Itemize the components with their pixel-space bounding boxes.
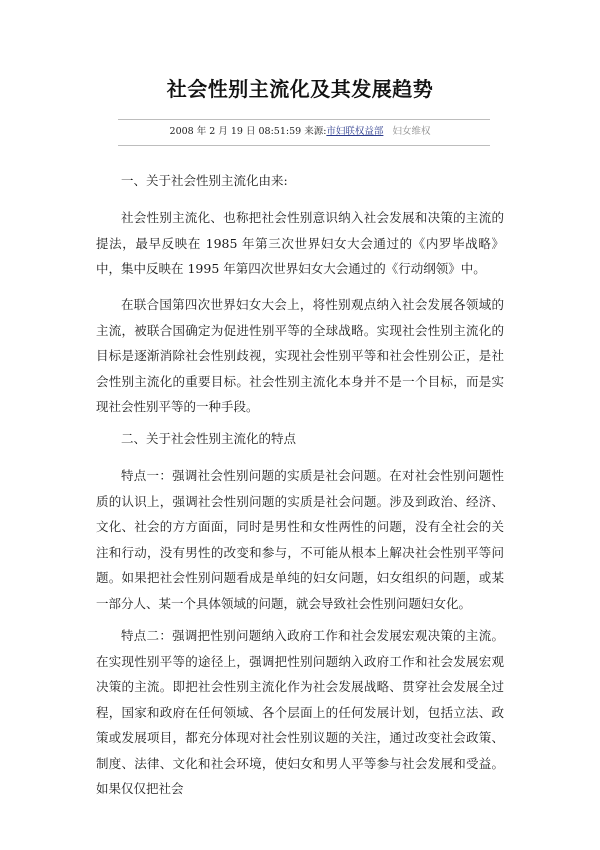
section-heading-features: 二、关于社会性别主流化的特点 — [121, 431, 297, 446]
section-heading-origin: 一、关于社会性别主流化由来: — [121, 173, 288, 188]
paragraph-origin-2: 在联合国第四次世界妇女大会上，将性别观点纳入社会发展各领域的主流，被联合国确定为促进性别平等的全球战略。实现社会性别主流化的目标是逐渐消除社会性别歧视，实现社会性别平等和社会性别公正，是社会性别主流化的重要目标。社会性别主流化本身并不是一个目标，而是实现社会性别平等的一种手段。 — [96, 297, 504, 414]
paragraph-feature-2: 特点二：强调把性别问题纳入政府工作和社会发展宏观决策的主流。在实现性别平等的途径上，强调把性别问题纳入政府工作和社会发展宏观决策的主流。即把社会性别主流化作为社会发展战略、贯穿社会发展全过程，国家和政府在任何领域、各个层面上的任何发展计划，包括立法、政策或发展项目，都充分体现对社会性别议题的关注，通过改变社会政策、制度、法律、文化和社会环境，使妇女和男人平等参与社会发展和受益。如果仅仅把社会 — [96, 628, 504, 796]
publish-time: 08:51:59 — [258, 126, 302, 137]
meta-divider-bottom — [118, 145, 490, 146]
source-link[interactable]: 市妇联权益部 — [326, 126, 384, 137]
publish-date: 2008 年 2 月 19 日 — [169, 126, 256, 137]
meta-divider-top — [118, 119, 490, 120]
category-tag[interactable]: 妇女维权 — [392, 126, 431, 137]
page-title: 社会性别主流化及其发展趋势 — [166, 77, 434, 101]
source-prefix: 来源: — [304, 126, 327, 137]
paragraph-feature-1: 特点一：强调社会性别问题的实质是社会问题。在对社会性别问题性质的认识上，强调社会性别问题的实质是社会问题。涉及到政治、经济、文化、社会的方方面面，同时是男性和女性两性的问题，没有全社会的关注和行动，没有男性的改变和参与，不可能从根本上解决社会性别平等问题。如果把社会性别问题看成是单纯的妇女问题，妇女组织的问题，或某一部分人、某一个具体领域的问题，就会导致社会性别问题妇女化。 — [96, 468, 504, 611]
article-meta — [0, 124, 600, 140]
paragraph-origin-1: 社会性别主流化、也称把社会性别意识纳入社会发展和决策的主流的提法，最早反映在 1985 年第三次世界妇女大会通过的《内罗毕战略》中，集中反映在 1995 年第四次世界妇女大会通过的《行动纲领》中。 — [96, 210, 504, 276]
